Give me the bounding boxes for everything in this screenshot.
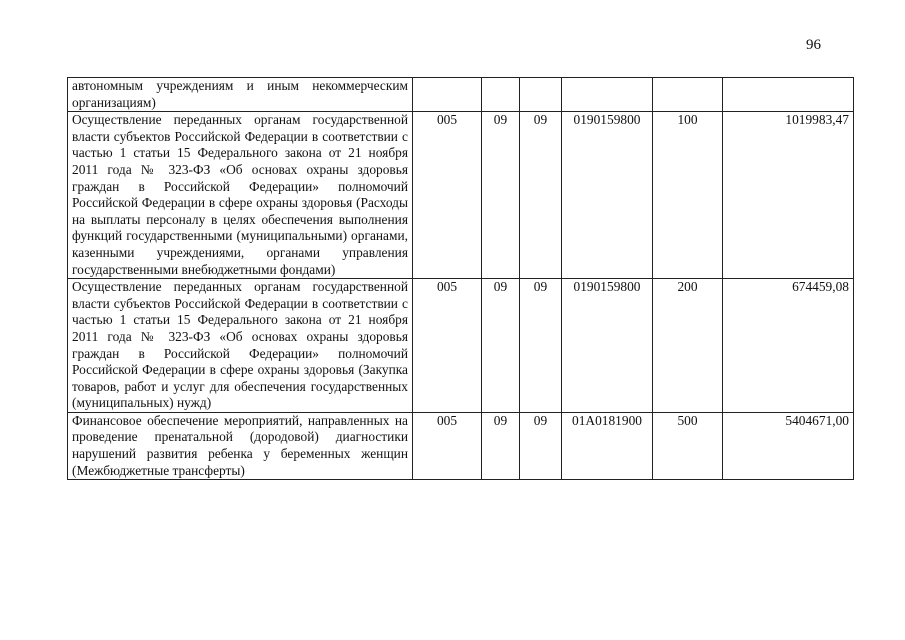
row-expense-type: 200: [653, 279, 723, 413]
table-row: [68, 112, 854, 279]
row-target-code: 0190159800: [562, 112, 653, 279]
row-section-code: 09: [482, 412, 520, 479]
row-description: Осуществление переданных органам государственной власти субъектов Российской Федерации в соответствии с частью 1 статьи 15 Федерального закона от 21 ноября 2011 года № 323-ФЗ «Об основах охраны здоровья граждан в Российской Федерации» полномочий Российской Федерации в сфере охраны здоровья (Расходы на выплаты персоналу в целях обеспечения выполнения функций государственными (муниципальными) органами, казенными учреждениями, органами управления государственными внебюджетными фондами): [68, 112, 413, 279]
row-target-code: 0190159800: [562, 279, 653, 413]
row-expense-type: 500: [653, 412, 723, 479]
row-amount: 674459,08: [723, 279, 854, 413]
row-description: Осуществление переданных органам государственной власти субъектов Российской Федерации в соответствии с частью 1 статьи 15 Федерального закона от 21 ноября 2011 года № 323-ФЗ «Об основах охраны здоровья граждан в Российской Федерации» полномочий Российской Федерации в сфере охраны здоровья (Закупка товаров, работ и услуг для обеспечения государственных (муниципальных) нужд): [68, 279, 413, 413]
table-row: [68, 279, 854, 413]
row-section-code: [482, 78, 520, 112]
row-description: автономным учреждениям и иным некоммерческим организациям): [68, 78, 413, 112]
row-section-code: 09: [482, 279, 520, 413]
table-row: [68, 412, 854, 479]
row-subsection-code: 09: [520, 412, 562, 479]
row-ministry-code: 005: [413, 279, 482, 413]
row-subsection-code: 09: [520, 279, 562, 413]
row-expense-type: [653, 78, 723, 112]
row-ministry-code: 005: [413, 412, 482, 479]
row-amount: 1019983,47: [723, 112, 854, 279]
row-ministry-code: 005: [413, 112, 482, 279]
row-target-code: 01А0181900: [562, 412, 653, 479]
row-target-code: [562, 78, 653, 112]
row-subsection-code: 09: [520, 112, 562, 279]
row-ministry-code: [413, 78, 482, 112]
row-amount: 5404671,00: [723, 412, 854, 479]
row-section-code: 09: [482, 112, 520, 279]
table-row: [68, 78, 854, 112]
row-amount: [723, 78, 854, 112]
row-description: Финансовое обеспечение мероприятий, направленных на проведение пренатальной (дородовой) диагностики нарушений развития ребенка у беременных женщин (Межбюджетные трансферты): [68, 412, 413, 479]
page-number: 96: [806, 37, 821, 53]
budget-table: [67, 77, 854, 480]
row-expense-type: 100: [653, 112, 723, 279]
row-subsection-code: [520, 78, 562, 112]
